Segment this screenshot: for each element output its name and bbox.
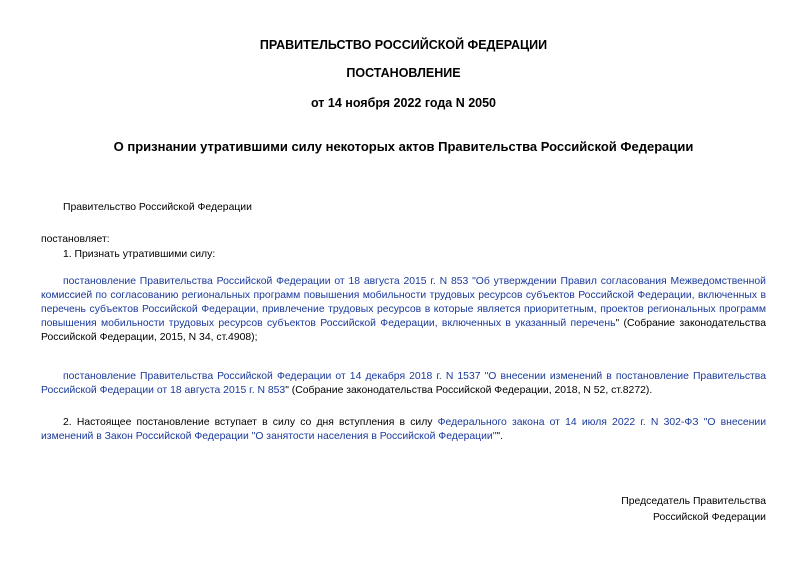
- law-link[interactable]: постановление Правительства Российской Федерации от 14 декабря 2018 г. N 1537 "О внесении изменений в постановление Правительства Российской Федерации от 18 августа 2015 г. N 853: [41, 371, 766, 396]
- signature-block: [621, 494, 766, 526]
- item-2: [41, 416, 766, 444]
- document-title: О признании утратившими силу некоторых актов Правительства Российской Федерации: [113, 139, 694, 154]
- citation-text: " (Собрание законодательства Российской Федерации, 2018, N 52, ст.8272).: [285, 385, 653, 396]
- list-item: [41, 275, 766, 345]
- citation-text: " (Собрание законодательства Российской Федерации, 2015, N 34, ст.4908);: [41, 318, 766, 343]
- federal-law-link[interactable]: Федерального закона от 14 июля 2022 г. N 302-ФЗ "О внесении изменений в Закон Российской Федерации "О занятости населения в Российской Федерации": [41, 417, 766, 442]
- government-line: Правительство Российской Федерации: [63, 202, 252, 213]
- item-2-tail: ".: [496, 431, 503, 442]
- government-heading: ПРАВИТЕЛЬСТВО РОССИЙСКОЙ ФЕДЕРАЦИИ: [259, 38, 548, 52]
- item-2-text: 2. Настоящее постановление вступает в силу со дня вступления в силу: [63, 417, 438, 428]
- signature-organization: Российской Федерации: [653, 512, 766, 523]
- item-1: 1. Признать утратившими силу:: [63, 249, 216, 260]
- document-type: ПОСТАНОВЛЕНИЕ: [346, 66, 461, 80]
- signature-title: Председатель Правительства: [621, 496, 766, 507]
- resolves-line: постановляет:: [41, 234, 110, 245]
- list-item: [41, 370, 766, 398]
- law-link[interactable]: постановление Правительства Российской Федерации от 18 августа 2015 г. N 853 "Об утверждении Правил согласования Межведомственной комиссией по согласованию региональных программ повышения мобильности трудовых ресурсов субъектов Российской Федерации, включенных в перечень субъектов Российской Федерации, привлечение трудовых ресурсов в которые является приоритетным, проектов региональных программ повышения мобильности трудовых ресурсов субъектов Российской Федерации, включенных в указанный перечень: [41, 276, 766, 329]
- document-date-number: от 14 ноября 2022 года N 2050: [310, 96, 497, 110]
